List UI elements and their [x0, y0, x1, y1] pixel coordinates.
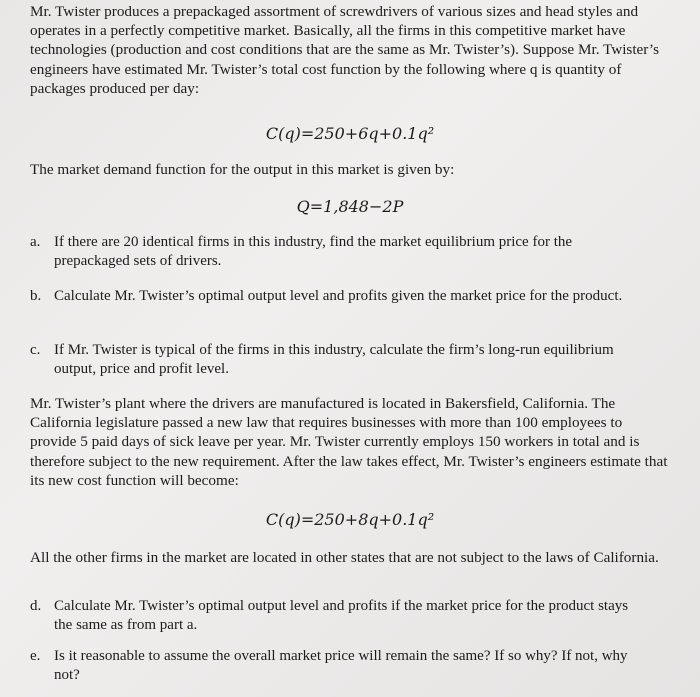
law-paragraph: Mr. Twister’s plant where the drivers are manufactured is located in Bakersfield, California. The California legislature passed a new law that requires businesses with more than 100 employees to provide 5 paid days of sick leave per year. Mr. Twister currently employs 150 workers in total and is therefore subject to the new requirement. After the law takes effect, Mr. Twister’s engineers estimate that its new cost function will become: [30, 395, 668, 489]
cost-equation-1: C(q)=250+6q+0.1q² [265, 124, 435, 143]
question-letter: d. [30, 598, 42, 614]
question-letter: a. [30, 234, 41, 250]
question-letter: b. [30, 288, 42, 304]
question-text: If there are 20 identical firms in this industry, find the market equilibrium price for the prepackaged sets of drivers. [54, 234, 573, 269]
question-text: If Mr. Twister is typical of the firms in this industry, calculate the firm’s long-run equilibrium output, price and profit level. [54, 342, 614, 377]
question-letter: e. [30, 648, 41, 664]
question-text: Is it reasonable to assume the overall market price will remain the same? If so why? If not, why not? [54, 648, 628, 683]
intro-paragraph: Mr. Twister produces a prepackaged assortment of screwdrivers of various sizes and head styles and operates in a perfectly competitive market. Basically, all the firms in this competitive market have technologies (production and cost conditions that are the same as Mr. Twister’s). Suppose Mr. Twister’s engineers have estimated Mr. Twister’s total cost function by the following where q is quantity of packages produced per day: [30, 3, 660, 97]
other-firms-paragraph: All the other firms in the market are located in other states that are not subject to the laws of California. [30, 549, 659, 566]
question-text: Calculate Mr. Twister’s optimal output level and profits given the market price for the product. [54, 288, 623, 304]
cost-equation-2: C(q)=250+8q+0.1q² [265, 510, 435, 529]
question-letter: c. [30, 342, 41, 358]
demand-equation: Q=1,848−2P [296, 197, 404, 216]
question-text: Calculate Mr. Twister’s optimal output level and profits if the market price for the product stays the same as from part a. [54, 598, 629, 633]
demand-intro: The market demand function for the output in this market is given by: [30, 161, 455, 178]
